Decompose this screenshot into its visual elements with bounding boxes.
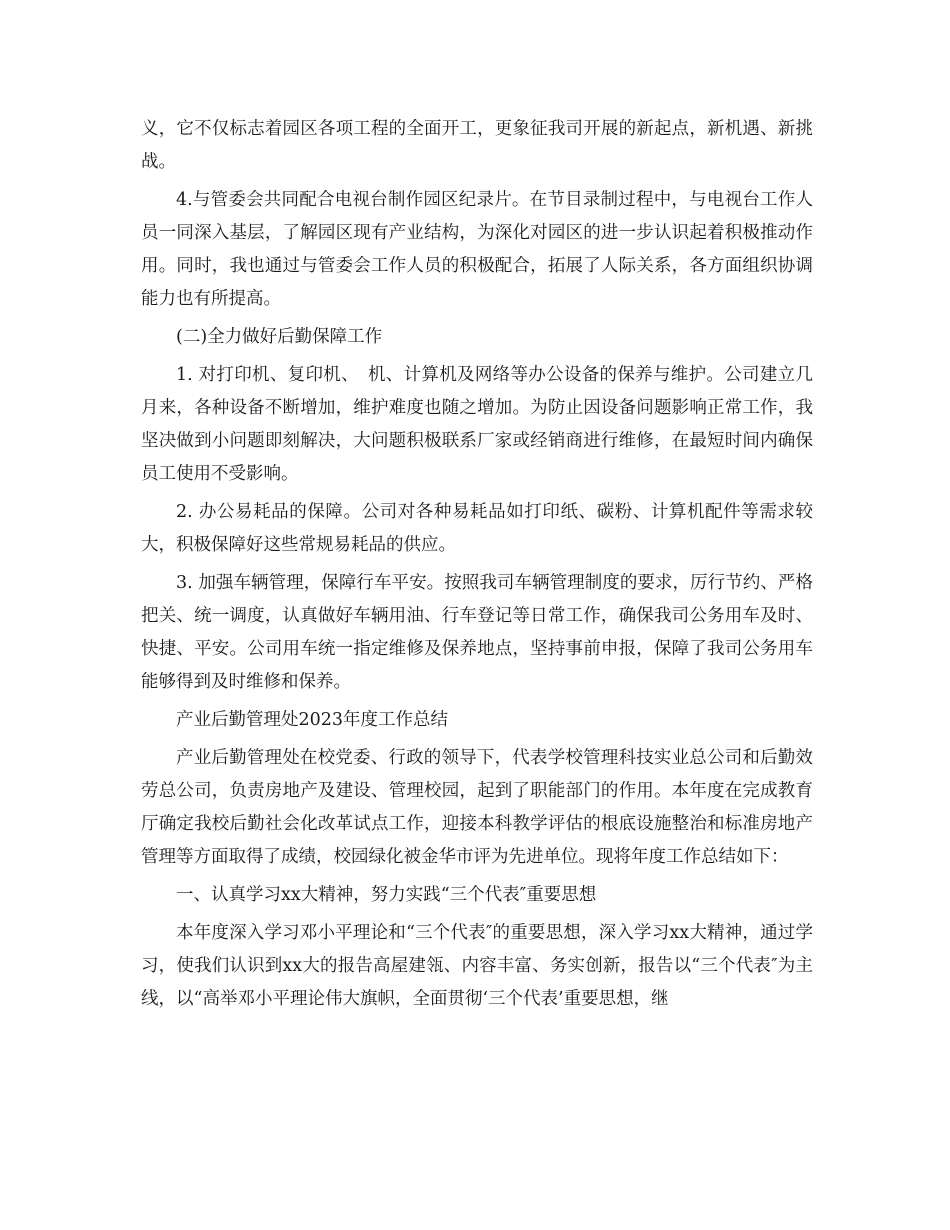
paragraph-item-2-consumables: 2. 办公易耗品的保障。公司对各种易耗品如打印纸、碳粉、计算机配件等需求较大，积极保障好这些常规易耗品的供应。 bbox=[141, 502, 813, 555]
document-subtitle: 产业后勤管理处2023年度工作总结 bbox=[176, 710, 449, 730]
section-heading-study: 一、认真学习xx大精神，努力实践“三个代表″重要思想 bbox=[176, 885, 597, 905]
section-heading-logistics: (二)全力做好后勤保障工作 bbox=[176, 327, 383, 347]
paragraph-item-3-vehicles: 3. 加强车辆管理，保障行车平安。按照我司车辆管理制度的要求，厉行节约、严格把关、统一调度，认真做好车辆用油、行车登记等日常工作，确保我司公务用车及时、快捷、平安。公司用车统一指定维修及保养地点，坚持事前申报，保障了我司公务用车能够得到及时维修和保养。 bbox=[141, 573, 813, 692]
document-body bbox=[141, 113, 813, 1021]
paragraph-item-1-equipment: 1. 对打印机、复印机、 机、计算机及网络等办公设备的保养与维护。公司建立几月来，各种设备不断增加，维护难度也随之增加。为防止因设备问题影响正常工作，我坚决做到小问题即刻解决，大问题积极联系厂家或经销商进行维修，在最短时间内确保员工使用不受影响。 bbox=[141, 365, 813, 484]
paragraph-continuation: 义，它不仅标志着园区各项工程的全面开工，更象征我司开展的新起点，新机遇、新挑战。 bbox=[141, 119, 813, 172]
paragraph-intro: 产业后勤管理处在校党委、行政的领导下，代表学校管理科技实业总公司和后勤效劳总公司，负责房地产及建设、管理校园，起到了职能部门的作用。本年度在完成教育厅确定我校后勤社会化改革试点工作，迎接本科教学评估的根底设施整治和标准房地产管理等方面取得了成绩，校园绿化被金华市评为先进单位。现将年度工作总结如下： bbox=[141, 748, 813, 867]
paragraph-study: 本年度深入学习邓小平理论和“三个代表″的重要思想，深入学习xx大精神，通过学习，使我们认识到xx大的报告高屋建瓴、内容丰富、务实创新，报告以“三个代表″为主线，以“高举邓小平理论伟大旗帜，全面贯彻‘三个代表’重要思想，继 bbox=[141, 923, 813, 1009]
paragraph-item-4-documentary: 4.与管委会共同配合电视台制作园区纪录片。在节目录制过程中，与电视台工作人员一同深入基层，了解园区现有产业结构，为深化对园区的进一步认识起着积极推动作用。同时，我也通过与管委会工作人员的积极配合，拓展了人际关系，各方面组织协调能力也有所提高。 bbox=[141, 190, 813, 309]
